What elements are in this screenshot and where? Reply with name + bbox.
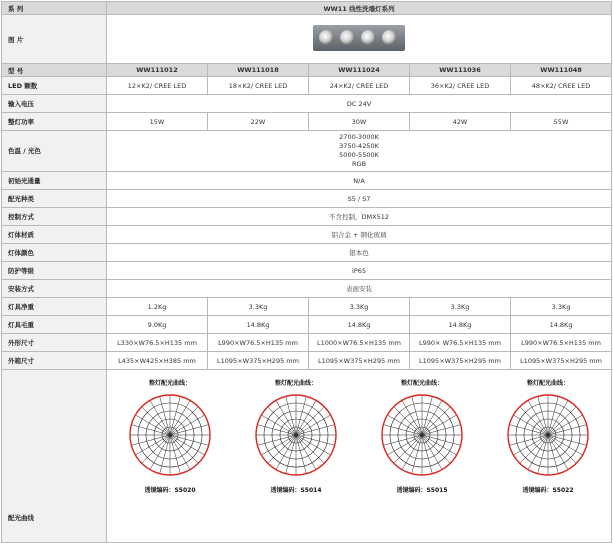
lens-code: 透镜编码：S5015 <box>396 487 448 494</box>
model-cell: WW111024 <box>309 64 410 77</box>
gross-weight-cell: 14.8Kg <box>511 316 612 334</box>
row-gross-weight <box>2 316 612 334</box>
dimensions-cell: L990×W76.5×H135 mm <box>208 334 309 352</box>
led-qty-cell: 48×K2/ CREE LED <box>511 77 612 95</box>
row-installation <box>2 280 612 298</box>
initial-flux-value: N/A <box>107 172 612 190</box>
model-cell: WW111012 <box>107 64 208 77</box>
control-value: 不含控制，DMX512 <box>107 208 612 226</box>
dimensions-cell: L330×W76.5×H135 mm <box>107 334 208 352</box>
polar-curve <box>241 378 351 494</box>
material-label: 灯体材质 <box>2 226 107 244</box>
model-cell: WW111018 <box>208 64 309 77</box>
lens-code: 透镜编码：S5014 <box>270 487 322 494</box>
lens-icon <box>361 30 376 45</box>
polar-chart <box>502 389 594 481</box>
curve-title: 整灯配光曲线： <box>526 380 569 387</box>
net-weight-label: 灯具净重 <box>2 298 107 316</box>
series-label: 系 列 <box>2 2 107 15</box>
carton-cell: L1095×W375×H295 mm <box>410 352 511 370</box>
carton-label: 外箱尺寸 <box>2 352 107 370</box>
power-cell: 22W <box>208 113 309 131</box>
dimensions-cell: L990×W76.5×H135 mm <box>511 334 612 352</box>
curve-grid <box>107 370 611 494</box>
color-temp-item: 2700-3000K <box>339 133 379 141</box>
model-label: 型 号 <box>2 64 107 77</box>
gross-weight-cell: 14.8Kg <box>410 316 511 334</box>
carton-cell: L1095×W375×H295 mm <box>208 352 309 370</box>
polar-chart <box>250 389 342 481</box>
protection-value: IP65 <box>107 262 612 280</box>
row-control <box>2 208 612 226</box>
model-cell: WW111048 <box>511 64 612 77</box>
control-label: 控制方式 <box>2 208 107 226</box>
curve-title: 整灯配光曲线： <box>400 380 443 387</box>
product-photo-cell <box>107 15 612 64</box>
lens-icon <box>382 30 397 45</box>
model-cell: WW111036 <box>410 64 511 77</box>
material-value: 铝合金 + 钢化玻璃 <box>107 226 612 244</box>
color-temp-item: 5000-5500K <box>339 151 379 159</box>
row-dimensions <box>2 334 612 352</box>
row-beam-type <box>2 190 612 208</box>
curve-title: 整灯配光曲线： <box>148 380 191 387</box>
gross-weight-label: 灯具毛重 <box>2 316 107 334</box>
color-temp-item: 3750-4250K <box>339 142 379 150</box>
protection-label: 防护等级 <box>2 262 107 280</box>
color-temp-label: 色温 / 光色 <box>2 131 107 172</box>
power-label: 整灯功率 <box>2 113 107 131</box>
row-material <box>2 226 612 244</box>
net-weight-cell: 3.3Kg <box>309 298 410 316</box>
spec-table <box>1 1 612 543</box>
polar-chart <box>124 389 216 481</box>
carton-cell: L435×W425×H385 mm <box>107 352 208 370</box>
dimensions-cell: L990× W76.5×H135 mm <box>410 334 511 352</box>
net-weight-cell: 3.3Kg <box>511 298 612 316</box>
input-voltage-label: 输入电压 <box>2 95 107 113</box>
row-light-curve <box>2 370 612 543</box>
color-temp-values <box>107 131 612 172</box>
row-initial-flux <box>2 172 612 190</box>
led-qty-cell: 24×K2/ CREE LED <box>309 77 410 95</box>
led-qty-cell: 18×K2/ CREE LED <box>208 77 309 95</box>
row-input-voltage <box>2 95 612 113</box>
row-protection <box>2 262 612 280</box>
row-series <box>2 2 612 15</box>
lens-code: 透镜编码：S5022 <box>522 487 574 494</box>
power-cell: 15W <box>107 113 208 131</box>
row-power <box>2 113 612 131</box>
series-value: WW11 线性洗墙灯系列 <box>107 2 612 15</box>
initial-flux-label: 初始光通量 <box>2 172 107 190</box>
row-picture <box>2 15 612 64</box>
light-curve-cell <box>107 370 612 543</box>
carton-cell: L1095×W375×H295 mm <box>309 352 410 370</box>
dimensions-cell: L1000×W76.5×H135 mm <box>309 334 410 352</box>
row-led-qty <box>2 77 612 95</box>
row-carton <box>2 352 612 370</box>
net-weight-cell: 3.3Kg <box>208 298 309 316</box>
picture-label: 图 片 <box>2 15 107 64</box>
row-body-color <box>2 244 612 262</box>
curve-title: 整灯配光曲线： <box>274 380 317 387</box>
polar-curve <box>493 378 603 494</box>
beam-type-value: S5 / S7 <box>107 190 612 208</box>
power-cell: 30W <box>309 113 410 131</box>
row-color-temp <box>2 131 612 172</box>
polar-curve <box>367 378 477 494</box>
polar-chart <box>376 389 468 481</box>
gross-weight-cell: 14.8Kg <box>309 316 410 334</box>
net-weight-cell: 1.2Kg <box>107 298 208 316</box>
gross-weight-cell: 9.0Kg <box>107 316 208 334</box>
input-voltage-value: DC 24V <box>107 95 612 113</box>
led-qty-label: LED 颗数 <box>2 77 107 95</box>
carton-cell: L1095×W375×H295 mm <box>511 352 612 370</box>
color-temp-item: RGB <box>352 160 367 168</box>
lens-icon <box>319 30 334 45</box>
beam-type-label: 配光种类 <box>2 190 107 208</box>
polar-curve <box>115 378 225 494</box>
led-qty-cell: 36×K2/ CREE LED <box>410 77 511 95</box>
product-image <box>313 25 405 51</box>
light-curve-label: 配光曲线 <box>2 370 107 543</box>
power-cell: 42W <box>410 113 511 131</box>
gross-weight-cell: 14.8Kg <box>208 316 309 334</box>
led-qty-cell: 12×K2/ CREE LED <box>107 77 208 95</box>
dimensions-label: 外形尺寸 <box>2 334 107 352</box>
power-cell: 55W <box>511 113 612 131</box>
lens-icon <box>340 30 355 45</box>
net-weight-cell: 3.3Kg <box>410 298 511 316</box>
installation-value: 表面安装 <box>107 280 612 298</box>
row-model <box>2 64 612 77</box>
lens-code: 透镜编码：S5020 <box>144 487 196 494</box>
row-net-weight <box>2 298 612 316</box>
body-color-label: 灯体颜色 <box>2 244 107 262</box>
installation-label: 安装方式 <box>2 280 107 298</box>
body-color-value: 银本色 <box>107 244 612 262</box>
